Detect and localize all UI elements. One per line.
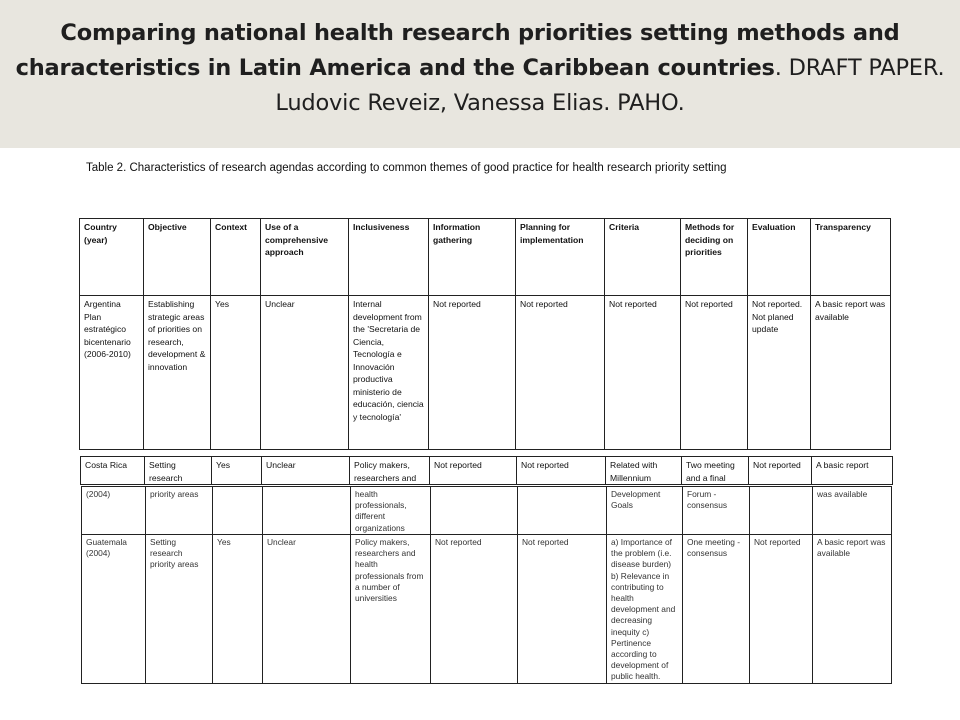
table-cell: was available: [813, 487, 892, 535]
table-cell: Not reported: [429, 296, 516, 450]
table-cell: Not reported: [431, 535, 518, 684]
header-cell: Use of a comprehensive approach: [261, 219, 349, 296]
table-cell: Not reported: [605, 296, 681, 450]
table-cell: Yes: [213, 535, 263, 684]
table-cell: A basic report was available: [813, 535, 892, 684]
table-cell: Unclear: [263, 535, 351, 684]
table-cell: Not reported: [749, 457, 812, 485]
header-cell: Evaluation: [748, 219, 811, 296]
table-cell: Yes: [212, 457, 262, 485]
table-cell: (2004): [82, 487, 146, 535]
table-cell: Argentina Plan estratégico bicentenario (2006-2010): [80, 296, 144, 450]
table-cell: Policy makers, researchers and health professionals from a number of universities: [351, 535, 431, 684]
table-cell: Related with Millennium: [606, 457, 682, 485]
table-cell: Not reported: [430, 457, 517, 485]
table-caption: Table 2. Characteristics of research agendas according to common themes of good practice for health research priority setting: [86, 162, 727, 174]
table-cell: One meeting - consensus: [683, 535, 750, 684]
table-cell: A basic report was available: [811, 296, 891, 450]
header-cell: Context: [211, 219, 261, 296]
table-cell: Two meeting and a final: [682, 457, 749, 485]
table-cell: Setting research: [145, 457, 212, 485]
table-row-guatemala: [82, 535, 892, 684]
table-cell: Not reported: [518, 535, 607, 684]
table-cell: Not reported. Not planed update: [748, 296, 811, 450]
header-cell: Transparency: [811, 219, 891, 296]
table-cell: Not reported: [517, 457, 606, 485]
table-cell: Unclear: [261, 296, 349, 450]
header-cell: Criteria: [605, 219, 681, 296]
table-cell: [263, 487, 351, 535]
table-cell: health professionals, different organizations: [351, 487, 431, 535]
table-cell: Not reported: [516, 296, 605, 450]
header-cell: Inclusiveness: [349, 219, 429, 296]
table-cell: Not reported: [750, 535, 813, 684]
table-cell: Unclear: [262, 457, 350, 485]
table-cell: Establishing strategic areas of priorities on research, development & innovation: [144, 296, 211, 450]
table-cell: priority areas: [146, 487, 213, 535]
title-bold-text: Comparing national health research priorities setting methods and characteristics in Latin America and the Caribbean countries: [15, 20, 900, 81]
characteristics-table-costa-rica-top: [80, 456, 893, 485]
title-rest-text: . DRAFT PAPER. Ludovic Reveiz, Vanessa Elias. PAHO.: [275, 55, 945, 116]
table-row-argentina: [80, 296, 891, 450]
characteristics-table-header-section: [79, 218, 891, 450]
table-cell: Internal development from the 'Secretaria de Ciencia, Tecnología e Innovación productiva ministerio de educación, ciencia y tecnología': [349, 296, 429, 450]
header-cell: Planning for implementation: [516, 219, 605, 296]
table-cell: Policy makers, researchers and: [350, 457, 430, 485]
header-cell: Methods for deciding on priorities: [681, 219, 748, 296]
table-cell: A basic report: [812, 457, 893, 485]
table-cell: [213, 487, 263, 535]
table-cell: [518, 487, 607, 535]
table-cell: Costa Rica: [81, 457, 145, 485]
table-cell: a) Importance of the problem (i.e. disease burden) b) Relevance in contributing to health development and decreasing inequity c) Pertinence according to development of public health.: [607, 535, 683, 684]
title-banner: [0, 0, 960, 148]
table-row-costa-rica: [81, 457, 893, 485]
table-header-row: [80, 219, 891, 296]
table-row-costa-rica-continued: [82, 487, 892, 535]
table-cell: [750, 487, 813, 535]
header-cell: Country (year): [80, 219, 144, 296]
header-cell: Objective: [144, 219, 211, 296]
table-cell: Setting research priority areas: [146, 535, 213, 684]
table-cell: Guatemala (2004): [82, 535, 146, 684]
table-cell: Forum - consensus: [683, 487, 750, 535]
characteristics-table-continuation: [81, 486, 892, 684]
table-cell: Not reported: [681, 296, 748, 450]
table-cell: Yes: [211, 296, 261, 450]
table-cell: [431, 487, 518, 535]
header-cell: Information gathering: [429, 219, 516, 296]
table-cell: Development Goals: [607, 487, 683, 535]
